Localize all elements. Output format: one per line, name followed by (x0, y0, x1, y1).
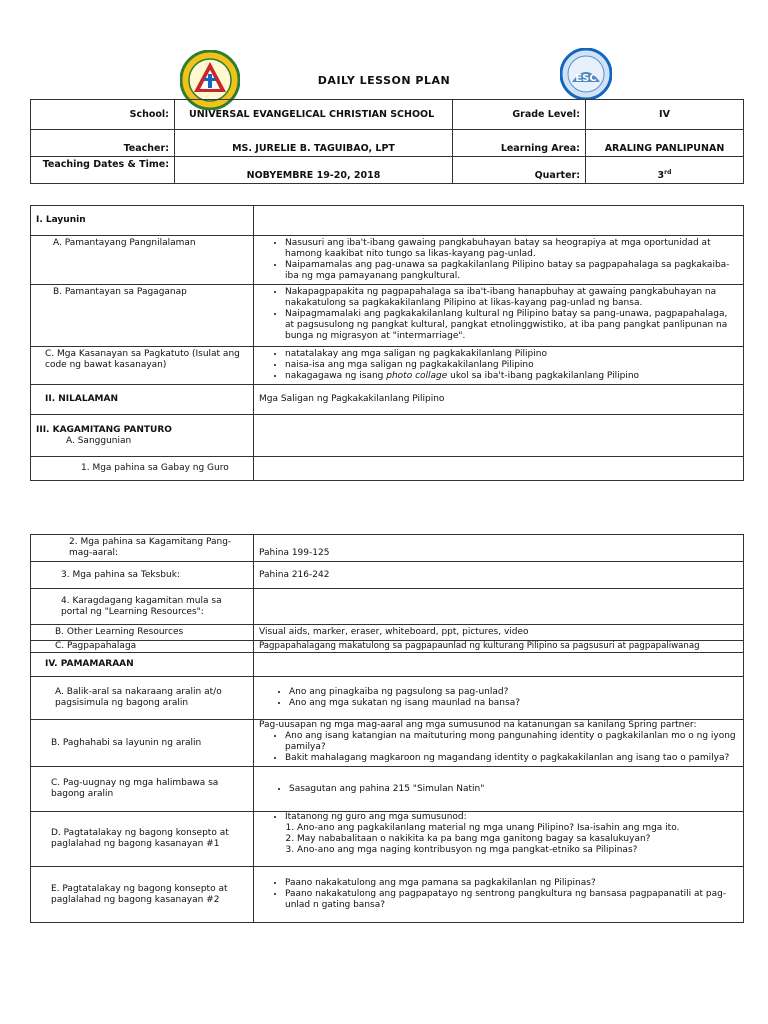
page-title: DAILY LESSON PLAN (317, 74, 451, 87)
grade-value: IV (586, 100, 744, 130)
list-item: • Nasusuri ang iba't-ibang gawaing pangkabuhayan batay sa heograpiya at mga oportunidad at hamong kaakibat nito tungo sa likas-kayang pag-unlad. (285, 238, 738, 260)
area-label: Learning Area: (453, 130, 586, 157)
svg-text:ESC: ESC (575, 73, 597, 84)
dates-value: NOBYEMBRE 19-20, 2018 (175, 157, 453, 184)
pagpapahalaga-value: Pagpapahalagang makatulong sa pagpapaunlad ng kulturang Pilipino sa pagsusuri at pagpapaliwanag (254, 641, 744, 653)
list-item: • Paano nakakatulong ang pagpapatayo ng sentrong pangkultura ng bansasa pagpapanatili at pag-unlad n gating bansa? (285, 889, 738, 911)
paghahabi-label: B. Paghahabi sa layunin ng aralin (31, 720, 254, 767)
pag-uugnay-label: C. Pag-uugnay ng mga halimbawa sa bagong aralin (31, 767, 254, 812)
esc-logo (560, 48, 612, 100)
pamantayan-pagaganap-list (254, 285, 744, 347)
list-item: 2. May nababalitaan o nakikita ka pa bang mga ganitong bagay sa kasalukuyan? (297, 834, 738, 845)
pagtatalakay-2-label: E. Pagtatalakay ng bagong konsepto at paglalahad ng bagong kasanayan #2 (31, 867, 254, 923)
list-item: 1. Ano-ano ang pagkakilanlang material ng mga unang Pilipino? Isa-isahin ang mga ito. (297, 823, 738, 834)
list-item: • Paano nakakatulong ang mga pamana sa pagkakilanlan ng Pilipinas? (285, 878, 738, 889)
grade-label: Grade Level: (453, 100, 586, 130)
list-item: • nakagagawa ng isang photo collage ukol sa iba't-ibang pagkakilanlang Pilipino (285, 371, 738, 382)
nilalaman-value: Mga Saligan ng Pagkakakilanlang Pilipino (254, 385, 744, 415)
layunin-heading: I. Layunin (31, 206, 254, 236)
list-item: • Sasagutan ang pahina 215 "Simulan Natin" (289, 784, 738, 795)
quarter-label: Quarter: (453, 157, 586, 184)
teksbuk-label: 3. Mga pahina sa Teksbuk: (31, 562, 254, 589)
list-item: • Itatanong ng guro ang mga sumusunod: (285, 812, 738, 823)
pamantayan-pagaganap-label: B. Pamantayan sa Pagaganap (31, 285, 254, 347)
pamamaraan-heading: IV. PAMAMARAAN (31, 653, 254, 677)
area-value: ARALING PANLIPUNAN (586, 130, 744, 157)
paghahabi-intro: Pag-uusapan ng mga mag-aaral ang mga sumusunod na katanungan sa kanilang Spring partner: (259, 720, 697, 730)
balik-aral-label: A. Balik-aral sa nakaraang aralin at/o pagsisimula ng bagong aralin (31, 677, 254, 720)
list-item: • naisa-isa ang mga saligan ng pagkakakilanlang Pilipino (285, 360, 738, 371)
pagtatalakay-1-label: D. Pagtatalakay ng bagong konsepto at paglalahad ng bagong kasanayan #1 (31, 812, 254, 867)
paghahabi-cell (254, 720, 744, 767)
list-item: • Ano ang pinagkaiba ng pagsulong sa pag-unlad? (289, 687, 738, 698)
karagdagang-label: 4. Karagdagang kagamitan mula sa portal ng "Learning Resources": (31, 589, 254, 625)
other-resources-label: B. Other Learning Resources (31, 625, 254, 641)
list-item: • Bakit mahalagang magkaroon ng magandang identity o pagkakakilanlan ang isang tao o pamilya? (285, 753, 738, 764)
pag-uugnay-list (254, 767, 744, 812)
teacher-label: Teacher: (31, 130, 175, 157)
pamantayang-pangnilalaman-label: A. Pamantayang Pangnilalaman (31, 236, 254, 285)
nilalaman-heading: II. NILALAMAN (31, 385, 254, 415)
school-label: School: (31, 100, 175, 130)
pagtatalakay-2-list (254, 867, 744, 923)
teacher-value: MS. JURELIE B. TAGUIBAO, LPT (175, 130, 453, 157)
list-item: • Nakapagpapakita ng pagpapahalaga sa iba't-ibang hanapbuhay at gawaing pangkabuhayan na nakakatulong sa pagkakakilanlang Pilipino at likas-kayang pag-unlad ng bansa. (285, 287, 738, 309)
list-item: • Naipamamalas ang pag-unawa sa pagkakilanlang Pilipino batay sa pagpapahalaga sa pagkakaiba-iba ng mga pamayanang pangkultural. (285, 260, 738, 282)
kagamitang-pang-mag-aaral-label: 2. Mga pahina sa Kagamitang Pang-mag-aaral: (31, 535, 254, 562)
kagamitang-pang-mag-aaral-value: Pahina 199-125 (254, 535, 744, 562)
kasanayan-label: C. Mga Kasanayan sa Pagkatuto (Isulat ang code ng bawat kasanayan) (31, 347, 254, 385)
other-resources-value: Visual aids, marker, eraser, whiteboard, ppt, pictures, video (254, 625, 744, 641)
kasanayan-list (254, 347, 744, 385)
sanggunian-label: A. Sanggunian (66, 435, 132, 446)
gabay-label: 1. Mga pahina sa Gabay ng Guro (31, 457, 254, 481)
pagtatalakay-1-cell (254, 812, 744, 867)
balik-aral-list (254, 677, 744, 720)
kagamitan-cell (31, 415, 254, 457)
list-item: 3. Ano-ano ang mga naging kontribusyon ng mga pangkat-etniko sa Pilipinas? (297, 845, 738, 856)
quarter-value: 3rd (586, 157, 744, 184)
list-item: • Ano ang isang katangian na maituturing mong pangunahing identity o pagkakilanlan mo o ng iyong pamilya? (285, 731, 738, 753)
procedure-table (30, 534, 744, 923)
list-item: • Ano ang mga sukatan ng isang maunlad na bansa? (289, 698, 738, 709)
objectives-table (30, 205, 744, 481)
school-value: UNIVERSAL EVANGELICAL CHRISTIAN SCHOOL (175, 100, 453, 130)
list-item: • natatalakay ang mga saligan ng pagkakakilanlang Pilipino (285, 349, 738, 360)
pagpapahalaga-label: C. Pagpapahalaga (31, 641, 254, 653)
dates-label: Teaching Dates & Time: (31, 157, 175, 184)
teksbuk-value: Pahina 216-242 (254, 562, 744, 589)
pamantayang-pangnilalaman-list (254, 236, 744, 285)
header-table (30, 99, 744, 184)
kagamitan-heading: III. KAGAMITANG PANTURO (36, 424, 172, 435)
list-item: • Naipagmamalaki ang pagkakakilanlang kultural ng Pilipino batay sa pang-unawa, pagpapahalaga, at pagsusulong ng pangkat kultural, pangkat etnolinggwistiko, at iba pang pangkat panlipunan na bunga ng migrasyon at "intermarriage". (285, 309, 738, 342)
